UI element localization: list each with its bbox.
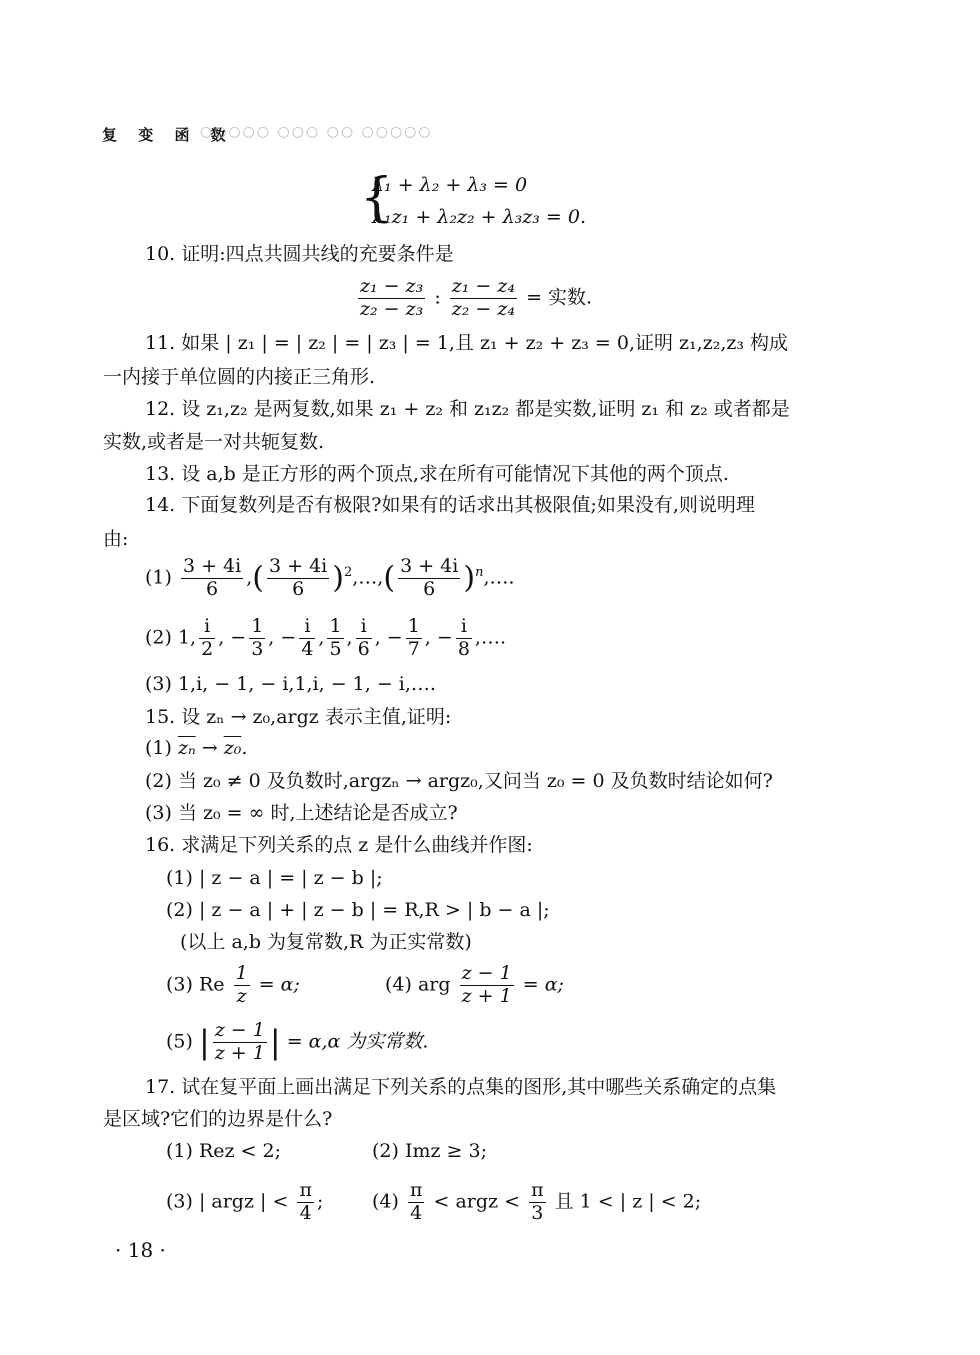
problem-16-text: 16. 求满足下列关系的点 z 是什么曲线并作图: [145,834,533,856]
problem-17-line-1: 17. 试在复平面上画出满足下列关系的点集的图形,其中哪些关系确定的点集 [145,1076,777,1098]
fraction: $\frac{\pi}{3}$ [531,1179,544,1224]
problem-10-formula: $\frac{\text{z₁ − z₃}}{\text{z₂ − z₃}}$ : $\frac{\text{z₁ − z₄}}{\text{z₂ − z₄}}$ = 实数. [360,275,593,320]
problem-17-item-3: (3) | argz | < $\frac{\pi}{4}$ ; [166,1179,324,1224]
problem-14-line-1: 14. 下面复数列是否有极限?如果有的话求出其极限值;如果没有,则说明理 [145,494,755,516]
fraction: $\frac{i}{4}$ [301,615,314,660]
problem-11-line-1: 11. 如果 | z₁ | = | z₂ | = | z₃ | = 1,且 z₁ + z₂ + z₃ = 0,证明 z₁,z₂,z₃ 构成 [145,332,789,354]
problem-16-item-5: (5) | $\frac{z - 1}{z + 1}$ | = α,α 为实常数. [166,1019,429,1064]
fraction: $\frac{1}{7}$ [407,615,420,660]
fraction: $\frac{i}{2}$ [201,615,214,660]
problem-14-item-2: (2) 1, $\frac{i}{2}$ , − $\frac{1}{3}$ , − $\frac{i}{4}$ , $\frac{1}{5}$ , $\frac{i}{6}$ , − $\frac{1}{7}$ , − $\frac{i}{8}$ ,…. [145,615,506,660]
fraction: $\frac{3 + 4i}{6}$ [269,555,328,600]
system-brace: { [360,168,394,228]
problem-16-item-4: (4) arg $\frac{z - 1}{z + 1}$ = α; [385,962,564,1007]
fraction: $\frac{1}{z}$ [235,962,248,1007]
fraction: $\frac{3 + 4i}{6}$ [400,555,459,600]
fraction: $\frac{i}{6}$ [357,615,370,660]
fraction: $\frac{3 + 4i}{6}$ [182,555,242,600]
fraction: $\frac{\text{z₁ − z₄}}{\text{z₂ − z₄}}$ [451,275,516,320]
problem-17-item-1: (1) Rez < 2; [166,1140,282,1162]
problem-16-item-1: (1) | z − a | = | z − b |; [166,867,383,889]
running-header: 复 变 函 数 [102,126,234,144]
system-line-2: λ₁z₁ + λ₂z₂ + λ₃z₃ = 0. [372,206,586,228]
problem-13-text: 13. 设 a,b 是正方形的两个顶点,求在所有可能情况下其他的两个顶点. [145,463,729,485]
problem-17-item-4: (4) $\frac{\pi}{4}$ < argz < $\frac{\pi}{3}$ 且 1 < | z | < 2; [372,1179,702,1224]
fraction: $\frac{\pi}{4}$ [409,1179,423,1224]
problem-11-line-2: 一内接于单位圆的内接正三角形. [103,366,376,388]
fraction: $\frac{1}{5}$ [329,615,342,660]
problem-12-line-2: 实数,或者是一对共轭复数. [103,431,325,453]
problem-15-text: 15. 设 zₙ → z₀,argz 表示主值,证明: [145,706,452,728]
fraction: $\frac{\text{z₁ − z₃}}{\text{z₂ − z₃}}$ [360,275,424,320]
problem-17-line-2: 是区域?它们的边界是什么? [103,1108,333,1130]
fraction: $\frac{i}{8}$ [457,615,470,660]
problem-10-text: 10. 证明:四点共圆共线的充要条件是 [145,243,454,265]
problem-15-item-1: (1) $\overline{z_n} \to z_0$. [145,737,248,759]
problem-14-item-3: (3) 1,i, − 1, − i,1,i, − 1, − i,…. [145,673,436,695]
fraction: $\frac{1}{3}$ [251,615,264,660]
problem-16-note: (以上 a,b 为复常数,R 为正实常数) [180,931,472,953]
problem-17-item-2: (2) Imz ≥ 3; [372,1140,487,1162]
header-decoration: ○○○○○ ○○○ ○○ ○○○○○ [200,124,433,140]
problem-16-item-2: (2) | z − a | + | z − b | = R,R > | b − a |; [166,899,550,921]
fraction: $\frac{z - 1}{z + 1}$ [214,1019,265,1064]
problem-15-item-2: (2) 当 z₀ ≠ 0 及负数时,argzₙ → argz₀,又问当 z₀ = 0 及负数时结论如何? [145,770,773,792]
fraction: $\frac{\pi}{4}$ [299,1179,312,1224]
problem-12-line-1: 12. 设 z₁,z₂ 是两复数,如果 z₁ + z₂ 和 z₁z₂ 都是实数,证明 z₁ 和 z₂ 或者都是 [145,398,790,420]
fraction: $\frac{z - 1}{z + 1}$ [461,962,512,1007]
problem-14-item-1: (1) $\frac{3 + 4i}{6}$ ,( $\frac{3 + 4i}{6}$ )$^2$,…,( $\frac{3 + 4i}{6}$ )$^n$,…. [145,555,515,600]
problem-15-item-3: (3) 当 z₀ = ∞ 时,上述结论是否成立? [145,802,458,824]
system-line-1: λ₁ + λ₂ + λ₃ = 0 [372,174,528,196]
problem-14-line-2: 由: [103,528,129,550]
page-number: · 18 · [115,1238,166,1262]
problem-16-item-3: (3) Re $\frac{1}{z}$ = α; [166,962,300,1007]
